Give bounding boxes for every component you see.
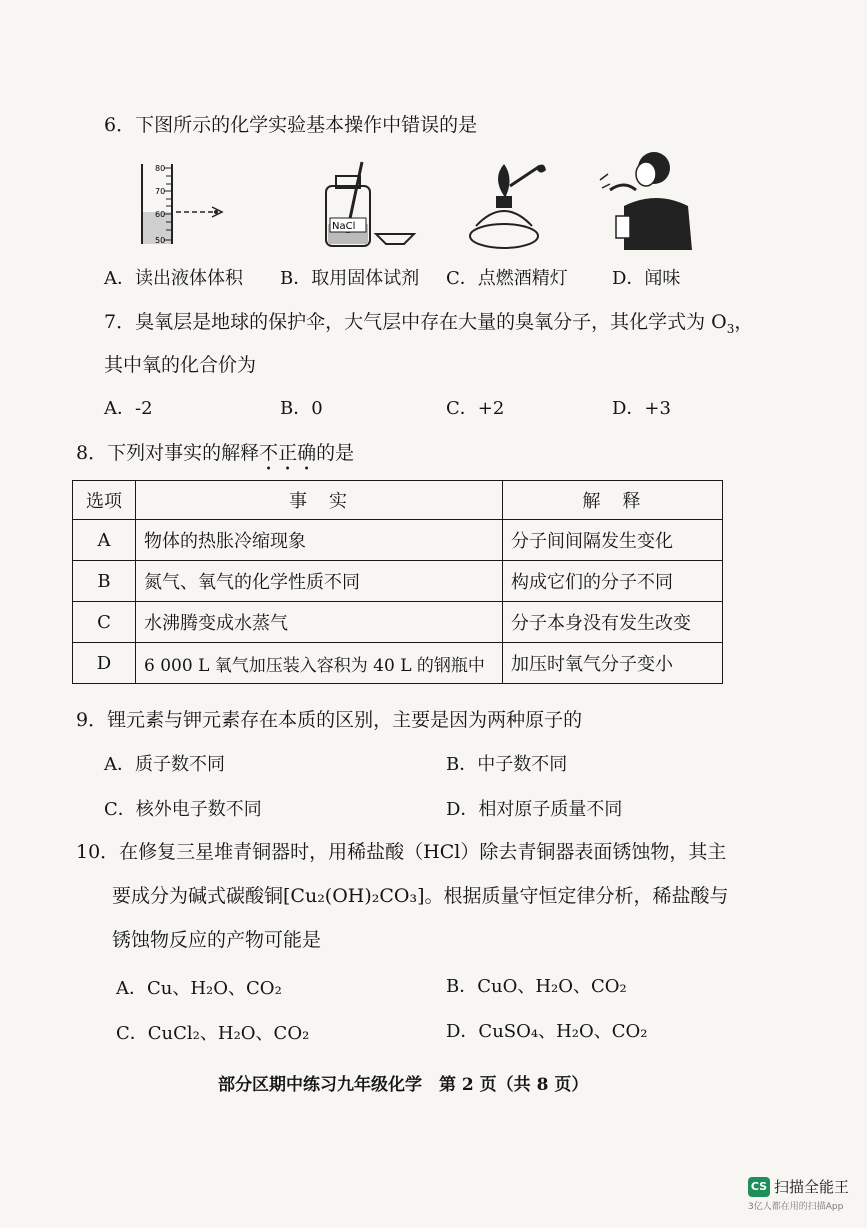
q10-stem-line1: 10．在修复三星堆青铜器时，用稀盐酸（HCl）除去青铜器表面锈蚀物，其主: [76, 841, 727, 863]
header-fact: 事 实: [136, 481, 503, 520]
q7-option-d[interactable]: D．+3: [612, 398, 671, 419]
header-option: 选项: [73, 481, 136, 520]
q6-option-b[interactable]: B．取用固体试剂: [280, 268, 420, 289]
cylinder-tick-70: 70: [155, 187, 166, 196]
row-explanation: 加压时氧气分子变小: [503, 643, 723, 684]
q10-option-d[interactable]: D．CuSO₄、H₂O、CO₂: [446, 1021, 648, 1042]
q6-option-a[interactable]: A．读出液体体积: [104, 268, 243, 289]
cylinder-tick-60: 60: [155, 210, 166, 219]
table-row: [73, 520, 723, 561]
person-smelling-icon: [596, 146, 696, 252]
row-fact: 物体的热胀冷缩现象: [136, 520, 503, 561]
q6-option-c[interactable]: C．点燃酒精灯: [446, 268, 568, 289]
q10-stem-line3: 锈蚀物反应的产物可能是: [112, 929, 322, 951]
watermark-title: 扫描全能王: [774, 1178, 850, 1196]
row-option: A: [73, 520, 136, 561]
row-explanation: 分子间间隔发生变化: [503, 520, 723, 561]
q6-option-d[interactable]: D．闻味: [612, 268, 681, 289]
row-option: B: [73, 561, 136, 602]
q7-option-b[interactable]: B．0: [280, 398, 323, 419]
q9-stem: 9．锂元素与钾元素存在本质的区别，主要是因为两种原子的: [76, 709, 583, 731]
q10-option-a[interactable]: A．Cu、H₂O、CO₂: [116, 978, 282, 999]
scanner-logo-icon: CS: [748, 1177, 770, 1197]
q9-option-d[interactable]: D．相对原子质量不同: [446, 799, 623, 820]
row-fact: 水沸腾变成水蒸气: [136, 602, 503, 643]
watermark-subtitle: 3亿人都在用的扫描App: [748, 1202, 844, 1212]
table-row: [73, 602, 723, 643]
facts-table: [72, 480, 723, 684]
q9-option-c[interactable]: C．核外电子数不同: [104, 799, 262, 820]
alcohol-lamp-icon: [462, 156, 552, 252]
q7-stem-line2: 其中氧的化合价为: [104, 354, 257, 376]
nacl-label: NaCl: [332, 221, 356, 232]
graduated-cylinder-icon: [128, 160, 228, 248]
row-fact: 6 000 L 氧气加压装入容积为 40 L 的钢瓶中: [136, 643, 503, 684]
reagent-bottle-icon: [318, 158, 422, 250]
row-explanation: 分子本身没有发生改变: [503, 602, 723, 643]
row-explanation: 构成它们的分子不同: [503, 561, 723, 602]
header-explanation: 解 释: [503, 481, 723, 520]
q9-option-b[interactable]: B．中子数不同: [446, 754, 568, 775]
q7-stem-line1: 7．臭氧层是地球的保护伞，大气层中存在大量的臭氧分子，其化学式为 $O_3$，: [104, 311, 754, 336]
q8-stem: 8．下列对事实的解释不正确的是: [76, 442, 355, 464]
cylinder-tick-50: 50: [155, 236, 166, 245]
page-footer: 部分区期中练习九年级化学 第 2 页（共 8 页）: [218, 1075, 589, 1095]
scanner-watermark: [748, 1176, 849, 1212]
q6-stem: 6．下图所示的化学实验基本操作中错误的是: [104, 114, 478, 136]
table-row: [73, 561, 723, 602]
row-option: D: [73, 643, 136, 684]
table-header-row: [73, 481, 723, 520]
row-fact: 氮气、氧气的化学性质不同: [136, 561, 503, 602]
q9-option-a[interactable]: A．质子数不同: [104, 754, 225, 775]
cylinder-tick-80: 80: [155, 164, 166, 173]
table-row: [73, 643, 723, 684]
q10-option-c[interactable]: C．CuCl₂、H₂O、CO₂: [116, 1023, 310, 1044]
q10-stem-line2: 要成分为碱式碳酸铜[Cu₂(OH)₂CO₃]。根据质量守恒定律分析，稀盐酸与: [112, 885, 729, 907]
q10-option-b[interactable]: B．CuO、H₂O、CO₂: [446, 976, 627, 997]
row-option: C: [73, 602, 136, 643]
q7-option-c[interactable]: C．+2: [446, 398, 505, 419]
q7-option-a[interactable]: A．-2: [104, 398, 153, 419]
